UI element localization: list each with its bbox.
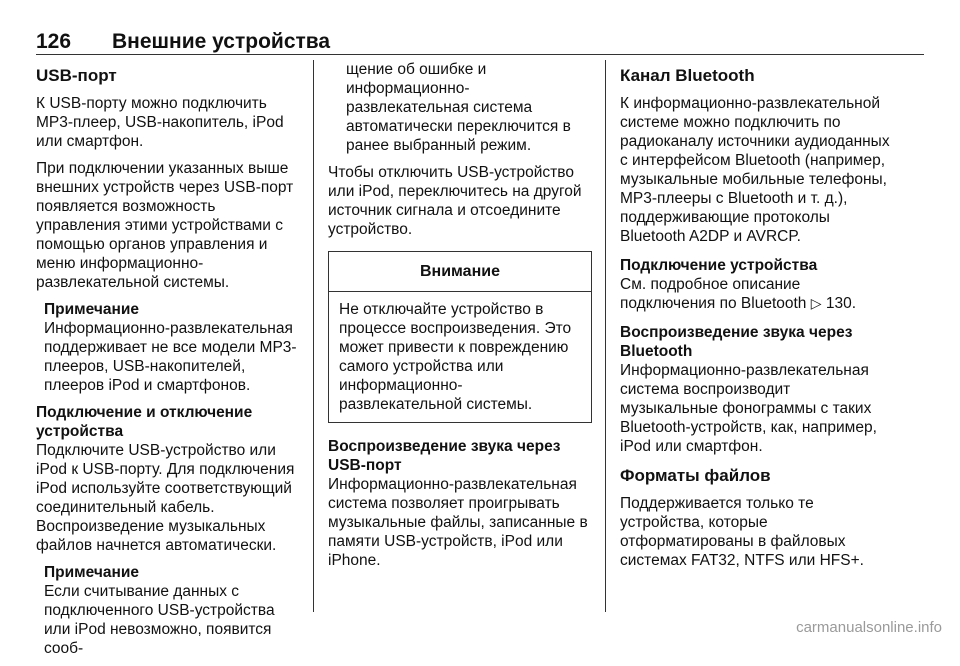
header-rule: [36, 54, 924, 55]
warning-title: Внимание: [329, 252, 591, 292]
bluetooth-playback-paragraph: Информационно-развлекательная система воспроизводит музыкальные фонограммы с таких Bluetooth-устройств, как, например, iPod или смартфон.: [620, 362, 877, 455]
bluetooth-heading: Канал Bluetooth: [620, 66, 755, 85]
file-formats-paragraph: Поддерживается только те устройства, которые отформатированы в файловых системах FAT32, NTFS или HFS+.: [620, 495, 864, 569]
page-header: [36, 30, 924, 56]
bluetooth-intro-paragraph: К информационно-развлекательной системе можно подключить по радиоканалу источники аудиоданных с интерфейсом Bluetooth (например, музыкальные мобильные телефоны, MP3-плееры с Bluetooth и т. д.), поддерживающие протоколы Bluetooth A2DP и AVRCP.: [620, 95, 890, 245]
warning-box: [328, 251, 592, 423]
note-1-title: Примечание: [44, 301, 139, 318]
note-1-text: Информационно-развлекательная поддерживает не все модели MP3-плееров, USB-накопителей, плееров iPod и смартфонов.: [44, 320, 297, 394]
bluetooth-playback-heading: Воспроизведение звука через Bluetooth: [620, 324, 853, 360]
column-divider-2: [605, 60, 606, 612]
column-divider-1: [313, 60, 314, 612]
note-2-title: Примечание: [44, 564, 139, 581]
page-number: 126: [36, 30, 72, 53]
disconnect-paragraph: Чтобы отключить USB-устройство или iPod, переключитесь на другой источник сигнала и отсоедините устройство.: [328, 164, 582, 238]
connect-disconnect-heading: Подключение и отключение устройства: [36, 404, 253, 440]
warning-text: Не отключайте устройство в процессе воспроизведения. Это может привести к повреждению самого устройства или информационно-развлекательной системы.: [339, 301, 572, 413]
usb-playback-heading: Воспроизведение звука через USB-порт: [328, 438, 561, 474]
note-2: [36, 563, 300, 658]
usb-intro-paragraph: К USB-порту можно подключить MP3-плеер, USB-накопитель, iPod или смартфон.: [36, 95, 284, 150]
watermark: carmanualsonline.info: [796, 619, 942, 636]
connect-paragraph: Подключите USB-устройство или iPod к USB-порту. Для подключения iPod используйте соответствующий соединительный кабель. Воспроизведение музыкальных файлов начнется автоматически.: [36, 442, 295, 554]
column-2: [328, 60, 592, 578]
column-3: [620, 60, 890, 578]
note-2-continuation: щение об ошибке и информационно-развлекательная система автоматически переключится в ранее выбранный режим.: [346, 61, 571, 154]
note-2-text: Если считывание данных с подключенного USB-устройства или iPod невозможно, появится сооб-: [44, 583, 275, 657]
column-1: [36, 60, 300, 666]
page-ref-arrow-icon: ▷: [810, 295, 822, 311]
usb-control-paragraph: При подключении указанных выше внешних устройств через USB-порт появляется возможность управления этими устройствами с помощью органов управления и меню информационно-развлекательной системы.: [36, 160, 294, 291]
device-connect-paragraph: [620, 275, 890, 313]
device-connect-heading: Подключение устройства: [620, 257, 818, 274]
file-formats-heading: Форматы файлов: [620, 466, 771, 485]
usb-playback-paragraph: Информационно-развлекательная система позволяет проигрывать музыкальные файлы, записанные в памяти USB-устройств, iPod или iPhone.: [328, 476, 588, 569]
page-title: Внешние устройства: [112, 30, 331, 53]
note-1: [36, 300, 300, 395]
usb-port-heading: USB-порт: [36, 66, 117, 85]
page-ref-number[interactable]: 130.: [825, 295, 857, 312]
device-connect-text: См. подробное описание подключения по Bluetooth: [620, 276, 807, 312]
